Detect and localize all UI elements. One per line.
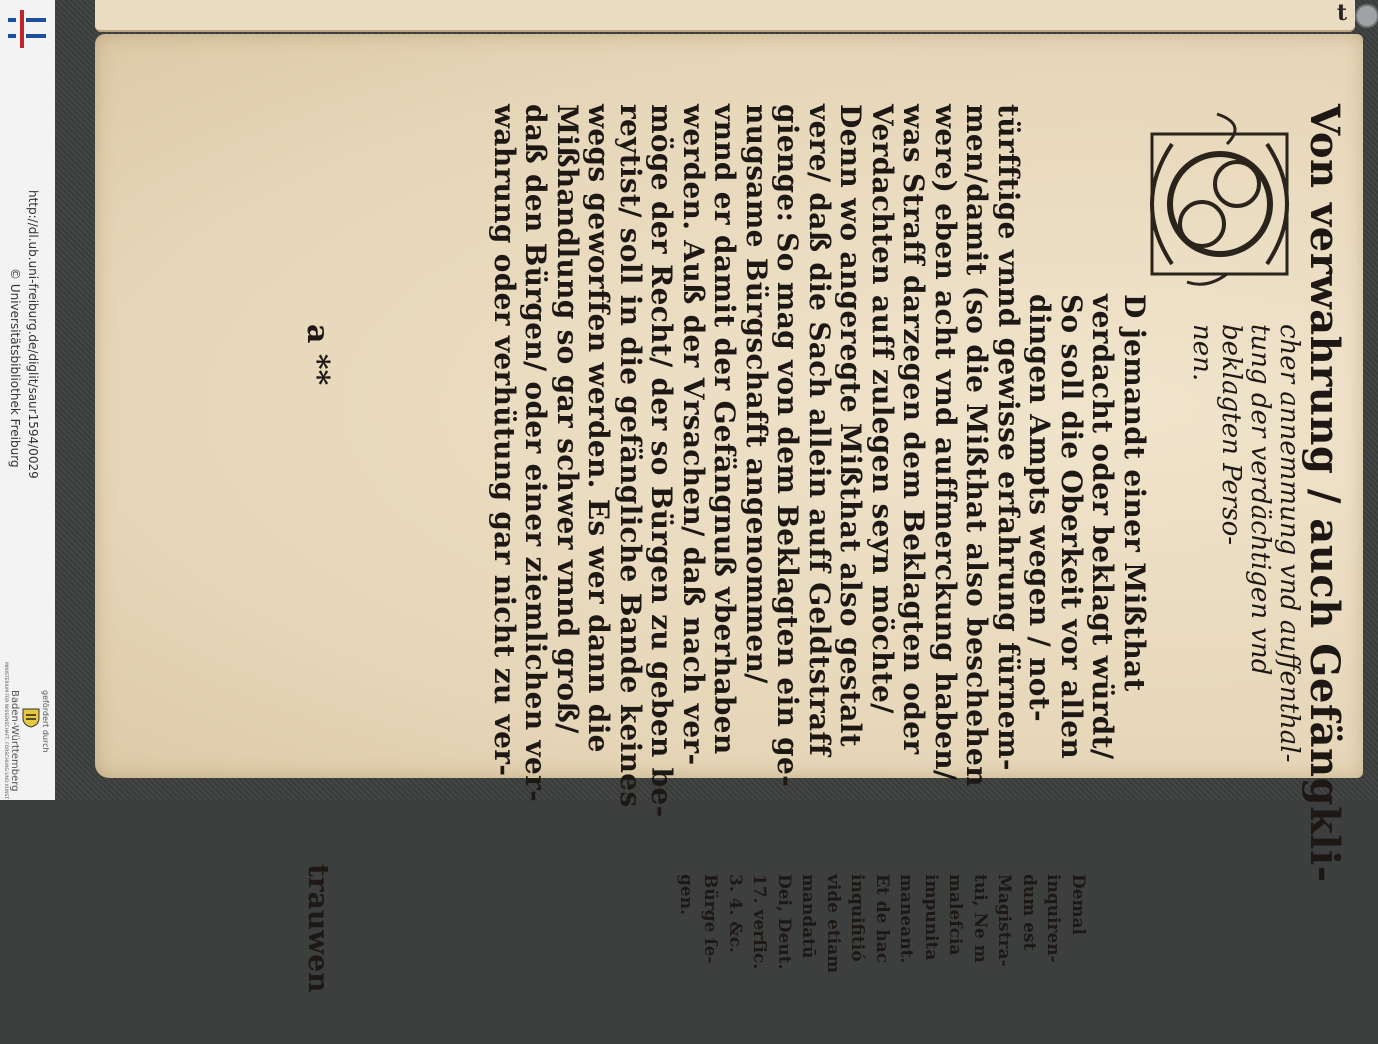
catchword: trauwen (302, 864, 335, 993)
state-crest-icon (20, 706, 42, 728)
body-line: gienge: So mag von dem Beklagten ein ge- (771, 104, 805, 788)
margin-note-line: vide etiam (823, 874, 843, 974)
page-clip-icon (1355, 4, 1378, 28)
body-line: So soll die Oberkeit vor allen (1055, 294, 1088, 759)
sponsor-name: Baden-Württemberg (9, 690, 20, 792)
margin-note-line: mandatū (798, 874, 819, 959)
margin-notes (674, 874, 1091, 1044)
margin-note-line: gen. (676, 874, 696, 915)
body-line: Mißhandlung so gar schwer vnnd groß/ (551, 104, 584, 734)
body-line: wahrung oder verhütung gar nicht zu ver- (488, 104, 521, 777)
decorated-initial-icon (1142, 104, 1307, 294)
signature-mark: a ** (300, 324, 335, 386)
subtitle-line: cher annemmung vnd auffenthal- (1274, 324, 1304, 763)
library-copyright: © Universitätsbibliothek Freiburg (8, 268, 22, 468)
margin-note-line: 17. verſic. (749, 874, 770, 970)
body-line: men/damit (so die Mißthat also beschehen (960, 104, 994, 787)
margin-note-line: inquiren- (1043, 874, 1064, 963)
margin-note-line: dum est (1019, 874, 1039, 951)
book-page (95, 34, 1363, 993)
margin-note-line: Et de hac (872, 874, 892, 964)
margin-note-line: malefcia (945, 874, 966, 956)
body-line: were) eben acht vnd auffmerckung haben/ (929, 104, 962, 781)
body-line: dingen Ampts wegen / not- (1023, 294, 1057, 722)
page-title: Von verwahrung / auch Gefängkli- (1301, 104, 1348, 883)
margin-note-line: Bürge ſe- (700, 874, 721, 964)
body-line: nugsame Bürgschafft angenommen/ (740, 104, 773, 684)
previous-page-glyph: t (1336, 0, 1347, 26)
sponsor-top-text: gefördert durch (41, 690, 50, 753)
body-line: vnnd er damit der Gefängnuß vberhaben (708, 104, 742, 755)
body-line: werden. Auß der Vrsachen/ daß nach ver- (677, 104, 710, 766)
subtitle-line: nen. (1187, 324, 1217, 382)
page-body (489, 104, 1151, 864)
body-line: was Straff darzegen dem Beklagten oder (897, 104, 931, 755)
library-url[interactable]: http://dl.ub.uni-freiburg.de/diglit/saur1594/0029 (26, 190, 40, 479)
body-line: türfftige vnnd gewisse erfahrung fürnem- (992, 104, 1025, 771)
margin-note-line: tui, Ne m (970, 874, 990, 963)
body-line: vere/ daß die Sach allein auff Geldtstraff (803, 104, 836, 757)
page-text-block (300, 104, 1348, 993)
subtitle-line: tung der verdächtigen vnd (1245, 324, 1275, 676)
margin-note-line: impunita (921, 874, 941, 961)
body-line: möge der Recht/ der so Bürgen zu geben be- (645, 104, 679, 818)
body-line: daß den Bürgen/ oder einer ziemlichen ver- (519, 104, 553, 803)
body-line: verdacht oder beklagt würdt/ (1086, 294, 1120, 760)
body-line: Verdachten auff zulegen seyn möchte/ (866, 104, 899, 714)
subtitle-line: beklagten Perso- (1216, 324, 1246, 546)
body-line: wegs geworffen werden. Es wer dann die (582, 104, 616, 753)
margin-note-line: maneant. (896, 874, 917, 964)
margin-note-line: Dei, Deut. (774, 874, 794, 970)
margin-note-line: Magistra- (994, 874, 1015, 967)
margin-note-line: inquifitió (847, 874, 868, 962)
previous-page-edge (95, 0, 1355, 32)
library-logo-icon (6, 8, 48, 50)
body-line: reytist/ soll in die gefängliche Bande keines (614, 104, 647, 808)
margin-note-line: Demal (1068, 874, 1088, 936)
margin-note-line: 3. 4. &c. (725, 874, 745, 953)
body-line: Denn wo angeregte Mißthat also gestalt (834, 104, 868, 747)
sponsor-sub: MINISTERIUM FÜR WISSENSCHAFT, FORSCHUNG UND KUNST (3, 662, 8, 799)
library-sidebar (0, 0, 56, 800)
body-line: D jemandt einer Mißthat (1118, 294, 1151, 692)
